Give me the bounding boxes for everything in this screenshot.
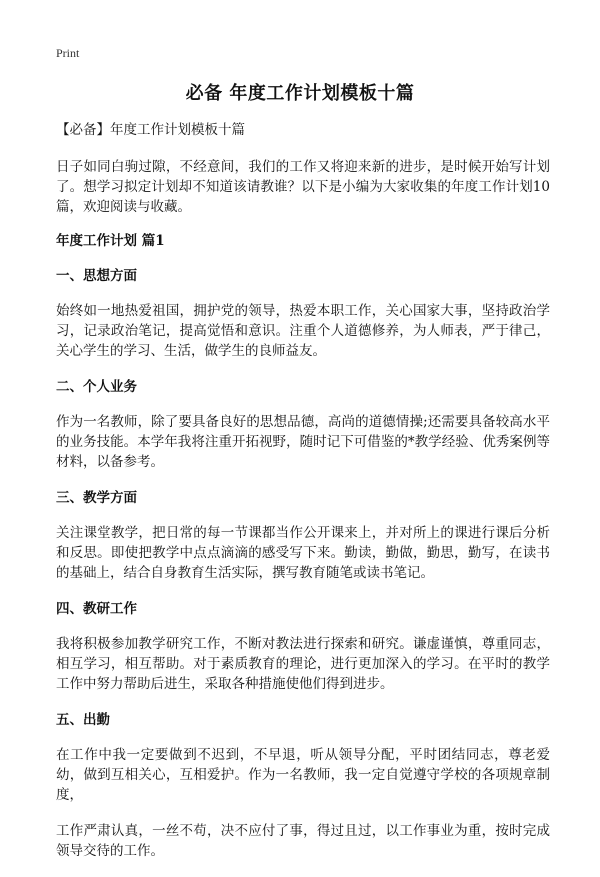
section-heading-plan-1: 年度工作计划 篇1: [56, 233, 165, 249]
document-subtitle: 【必备】年度工作计划模板十篇: [56, 122, 245, 138]
section-text-attendance: 在工作中我一定要做到不迟到，不早退，听从领导分配，平时团结同志，尊老爱幼，做到互相关心，互相爱护。作为一名教师，我一定自觉遵守学校的各项规章制度，: [56, 747, 550, 803]
section-text-ideology: 始终如一地热爱祖国，拥护党的领导，热爱本职工作，关心国家大事，坚持政治学习，记录政治笔记，提高觉悟和意识。注重个人道德修养，为人师表，严于律己，关心学生的学习、生活，做学生的良师益友。: [56, 303, 550, 359]
section-text-research: 我将积极参加教学研究工作，不断对教法进行探索和研究。谦虚谨慎，尊重同志，相互学习，相互帮助。对于素质教育的理论，进行更加深入的学习。在平时的教学工作中努力帮助后进生，采取各种措施使他们得到进步。: [56, 636, 550, 692]
intro-paragraph: 日子如同白驹过隙，不经意间，我们的工作又将迎来新的进步，是时候开始写计划了。想学习拟定计划却不知道该请教谁？以下是小编为大家收集的年度工作计划10篇，欢迎阅读与收藏。: [56, 159, 550, 215]
section-text-attendance-2: 工作严肃认真，一丝不苟，决不应付了事，得过且过，以工作事业为重，按时完成领导交待的工作。: [56, 823, 550, 859]
section-heading-ideology: 一、思想方面: [56, 268, 137, 284]
section-text-professional: 作为一名教师，除了要具备良好的思想品德，高尚的道德情操;还需要具备较高水平的业务技能。本学年我将注重开拓视野，随时记下可借鉴的*教学经验、优秀案例等材料，以备参考。: [56, 414, 550, 470]
page-title: 必备 年度工作计划模板十篇: [185, 83, 415, 104]
section-heading-research: 四、教研工作: [56, 601, 137, 617]
section-heading-professional: 二、个人业务: [56, 379, 137, 395]
document-body: [56, 120, 550, 877]
section-text-teaching: 关注课堂教学，把日常的每一节课都当作公开课来上，并对所上的课进行课后分析和反思。即使把教学中点点滴滴的感受写下来。勤读，勤做，勤思，勤写，在读书的基础上，结合自身教育生活实际，撰写教育随笔或读书笔记。: [56, 525, 550, 581]
print-label[interactable]: Print: [56, 46, 80, 60]
section-heading-teaching: 三、教学方面: [56, 490, 137, 506]
section-heading-attendance: 五、出勤: [56, 712, 110, 728]
